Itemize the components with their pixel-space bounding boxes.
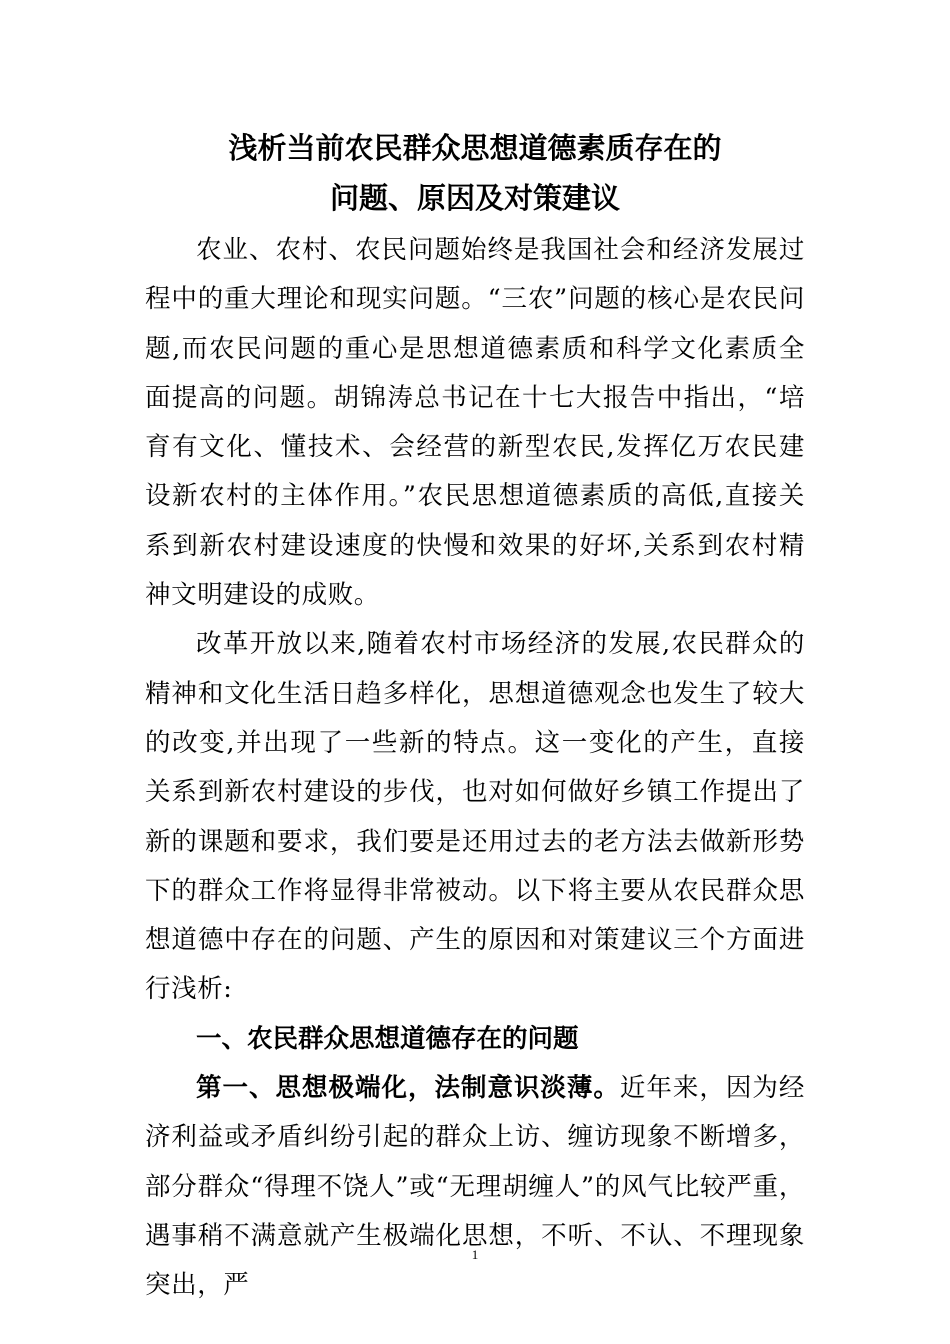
point-1-lead: 第一、思想极端化，法制意识淡薄。	[196, 1073, 620, 1104]
document-body	[145, 226, 805, 1311]
paragraph-reform: 改革开放以来,随着农村市场经济的发展,农民群众的精神和文化生活日趋多样化，思想道德观念也发生了较大的改变,并出现了一些新的特点。这一变化的产生，直接关系到新农村建设的步伐，也对如何做好乡镇工作提出了新的课题和要求，我们要是还用过去的老方法去做新形势下的群众工作将显得非常被动。以下将主要从农民群众思想道德中存在的问题、产生的原因和对策建议三个方面进行浅析:	[145, 629, 805, 1005]
paragraph-point-1	[145, 1064, 805, 1310]
page-number: 1	[471, 1247, 479, 1262]
point-1-text: 近年来，因为经济利益或矛盾纠纷引起的群众上访、缠访现象不断增多，部分群众“得理不饶人”或“无理胡缠人”的风气比较严重，遇事稍不满意就产生极端化思想，不听、不认、不理现象突出，严	[145, 1073, 805, 1301]
section-heading: 一、农民群众思想道德存在的问题	[196, 1023, 579, 1054]
document-title-line-1: 浅析当前农民群众思想道德素质存在的	[228, 131, 722, 165]
paragraph-intro: 农业、农村、农民问题始终是我国社会和经济发展过程中的重大理论和现实问题。“三农”问题的核心是农民问题,而农民问题的重心是思想道德素质和科学文化素质全面提高的问题。胡锦涛总书记在十七大报告中指出，“培育有文化、懂技术、会经营的新型农民,发挥亿万农民建设新农村的主体作用。”农民思想道德素质的高低,直接关系到新农村建设速度的快慢和效果的好坏,关系到农村精神文明建设的成败。	[145, 235, 805, 611]
document-title-line-2: 问题、原因及对策建议	[329, 181, 620, 215]
